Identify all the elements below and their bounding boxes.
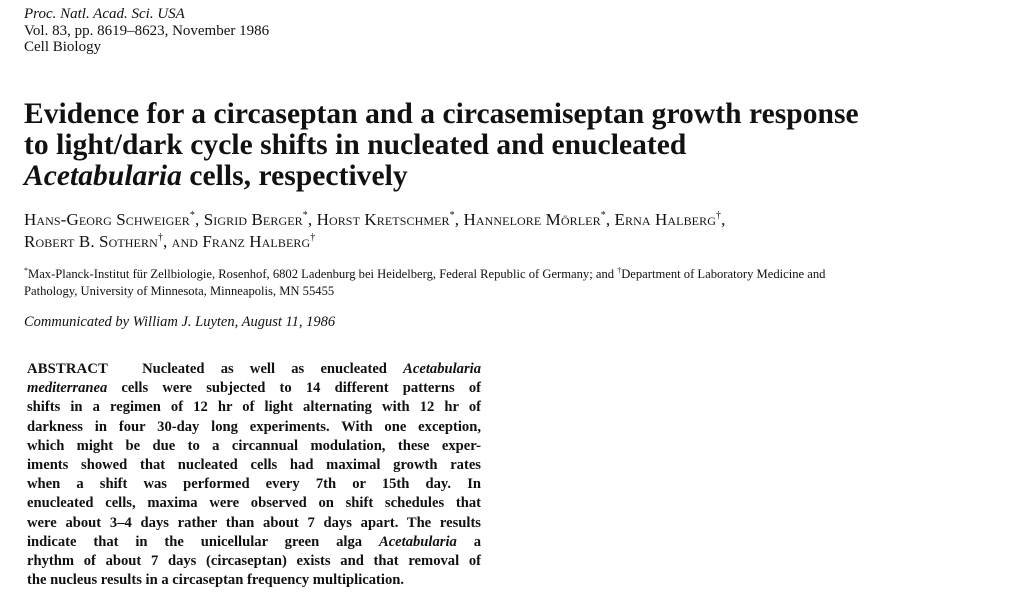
affil-mark: † — [715, 210, 722, 221]
abstract — [27, 360, 481, 590]
title-line-2: to light/dark cycle shifts in nucleated and enucleated — [24, 129, 687, 161]
author-name: Sigrid Berger — [203, 210, 303, 229]
abstract-line: which might be due to a circannual modulation, these exper- — [27, 437, 481, 454]
journal-header — [24, 6, 269, 56]
communicated-by: Communicated by William J. Luyten, August 11, 1986 — [24, 314, 336, 330]
abstract-line: enucleated cells, maxima were observed on shift schedules that — [27, 495, 481, 512]
affil-mark: * — [449, 210, 455, 221]
abstract-line: rhythm of about 7 days (circaseptan) exists and that removal of — [27, 552, 481, 569]
abstract-line: were about 3–4 days rather than about 7 days apart. The results — [27, 514, 481, 531]
affil-mark: * — [302, 210, 308, 221]
journal-section: Cell Biology — [24, 39, 102, 55]
affiliation-line-1: *Max-Planck-Institut für Zellbiologie, Rosenhof, 6802 Ladenburg bei Heidelberg, Federal Republic of Germany; and †Department of Laboratory Medicine and — [24, 266, 826, 281]
author-name: and Franz Halberg — [171, 232, 311, 251]
abstract-line: iments showed that nucleated cells had maximal growth rates — [27, 456, 481, 473]
abstract-line: indicate that in the unicellular green alga Acetabularia a — [27, 533, 481, 550]
author-name: Hannelore Mörler — [463, 210, 601, 229]
abstract-line: ABSTRACT Nucleated as well as enucleated Acetabularia — [27, 361, 481, 377]
abstract-line: mediterranea cells were subjected to 14 different patterns of — [27, 380, 481, 397]
author-name: Erna Halberg — [614, 210, 716, 229]
abstract-line: darkness in four 30-day long experiments. With one exception, — [27, 418, 481, 435]
title-line-3 — [24, 161, 994, 192]
title-genus: Acetabularia — [24, 160, 182, 192]
affil-mark: * — [24, 266, 28, 275]
affiliations — [24, 266, 994, 300]
journal-volume: Vol. 83, pp. 8619–8623, November 1986 — [24, 22, 270, 39]
author-line-2: Robert B. Sothern†, and Franz Halberg† — [24, 232, 316, 251]
title-line-1: Evidence for a circaseptan and a circasemiseptan growth response — [24, 98, 859, 130]
affil-mark: * — [189, 210, 196, 221]
affil-mark: * — [600, 210, 606, 221]
journal-name: Proc. Natl. Acad. Sci. USA — [24, 6, 185, 22]
abstract-line: shifts in a regimen of 12 hr of light alternating with 12 hr of — [27, 399, 481, 416]
affil-mark: † — [310, 232, 316, 243]
title-line-3-rest: cells, respectively — [181, 160, 408, 192]
author-name: Horst Kretschmer — [316, 210, 450, 229]
author-line-1: Hans-Georg Schweiger*, Sigrid Berger*, Horst Kretschmer*, Hannelore Mörler*, Erna Halberg†, — [24, 210, 726, 229]
abstract-line: when a shift was performed every 7th or 15th day. In — [27, 476, 481, 493]
affiliation-line-2: Pathology, University of Minnesota, Minneapolis, MN 55455 — [24, 284, 335, 298]
author-name: Robert B. Sothern — [24, 232, 158, 251]
paper-title — [24, 99, 994, 192]
affil-mark: † — [157, 232, 163, 243]
abstract-line: the nucleus results in a circaseptan frequency multiplication. — [27, 572, 405, 589]
author-name: Hans-Georg Schweiger — [24, 210, 190, 229]
abstract-label: ABSTRACT — [27, 361, 109, 377]
affil-mark: † — [617, 266, 622, 275]
author-list — [24, 209, 999, 253]
